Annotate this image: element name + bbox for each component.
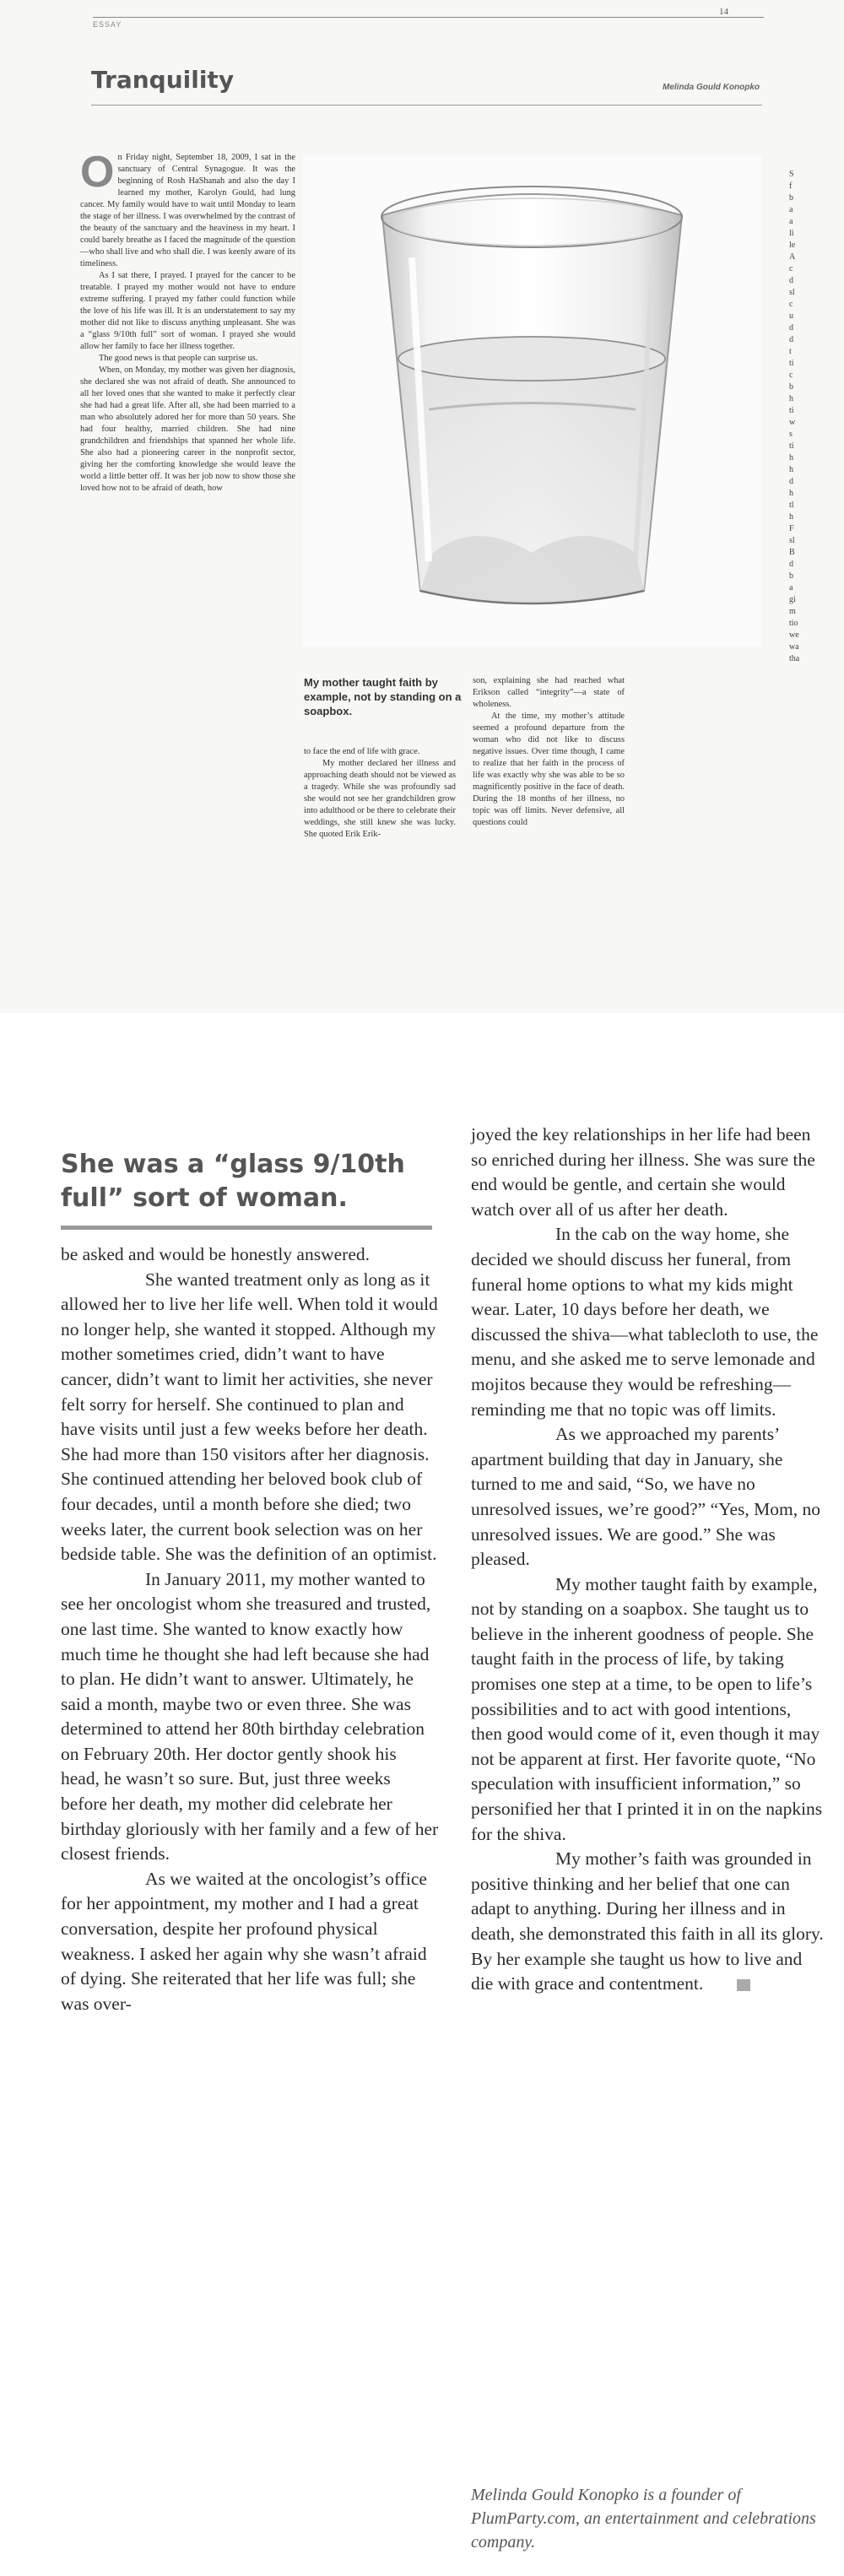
paragraph: n Friday night, September 18, 2009, I sat in the sanctuary of Central Synagogue. It was the beginning of Rosh HaShanah and also the day I learned my mother, Karolyn Gould, had lung cancer. My family would have to wait until Monday to learn the stage of her illness. I was overwhelmed by the contrast of the beauty of the sanctuary and the heaviness in my heart. I could barely breathe as I faced the magnitude of the question—who shall live and who shall die. I was keenly aware of its timeliness. [80, 153, 295, 268]
article-column-left [61, 1242, 439, 2016]
paragraph: In January 2011, my mother wanted to see her oncologist whom she treasured and trusted, one last time. She wanted to know exactly how much time he thought she had left because she had to plan. He didn’t want to answer. Ultimately, he said a month, maybe two or even three. She was determined to attend her 80th birthday celebration on February 20th. Her doctor gently shook his head, he wasn’t so sure. But, just three weeks before her death, my mother did celebrate her birthday gloriously with her family and a few of her closest friends. [61, 1568, 439, 1864]
article-title: Tranquility [91, 66, 235, 94]
paragraph: She wanted treatment only as long as it allowed her to live her life well. When told it would no longer help, she wanted it stopped. Although my mother sometimes cried, didn’t want to have cancer, didn’t want to limit her activities, she never felt sorry for herself. She continued to plan and have visits until just a few weeks before her death. She had more than 150 visitors after her diagnosis. She continued attending her beloved book club of four decades, until a month before she died; two weeks later, the current book selection was on her bedside table. She was the definition of an optimist. [61, 1269, 438, 1565]
adjacent-page-edge: S f b a a li le A c d sl c u d d t ti c b h ti w s ti h h d h tl h F sl B d b a gi m tio we wa tha [789, 170, 800, 663]
paragraph: to face the end of life with grace. [304, 747, 420, 756]
paragraph: son, explaining she had reached what Erikson called “integrity”—a state of wholeness. [473, 676, 625, 709]
end-mark-icon [737, 1979, 750, 1991]
article-column-2 [304, 746, 456, 841]
paragraph: joyed the key relationships in her life had been so enriched during her illness. She was sure the end would be gentle, and certain she would watch over all of us after her death. [471, 1124, 815, 1220]
author-bio: Melinda Gould Konopko is a founder of PlumParty.com, an entertainment and celebrations company. [471, 2486, 816, 2552]
paragraph: At the time, my mother’s attitude seemed a profound departure from the woman who did not like to discuss negative issues. Over time though, I came to realize that her faith in the process of life was exactly why she was able to be so magnificently positive in the face of death. During the 18 months of her illness, no topic was off limits. Never defensive, all questions could [473, 712, 625, 827]
water-glass-photo [302, 156, 762, 646]
paragraph: The good news is that people can surprise us. [99, 354, 258, 363]
pull-quote-rule [61, 1226, 432, 1230]
paragraph: As we approached my parents’ apartment building that day in January, she turned to me and said, “So, we have no unresolved issues, we’re good?” “Yes, Mom, no unresolved issues. We are good.” She was pleased. [471, 1424, 821, 1570]
magazine-page-continued [0, 1063, 844, 2576]
glass-illustration [302, 156, 762, 646]
article-column-3 [473, 675, 625, 829]
paragraph: As I sat there, I prayed. I prayed for the cancer to be treatable. I prayed my mother would not have to endure extreme suffering. I prayed my father could function while the love of his life was ill. It is an understatement to say my mother did not like to discuss anything unpleasant. She was a “glass 9/10th full” sort of woman. I prayed she would allow her family to face her illness together. [80, 271, 295, 351]
paragraph-text: My mother’s faith was grounded in positive thinking and her belief that one can adapt to anything. During her illness and in death, she demonstrated this faith in all its glory. By her example she taught us how to live and die with grace and contentment. [471, 1848, 824, 1994]
pull-quote-large: She was a “glass 9/10th full” sort of woman. [61, 1150, 405, 1213]
section-label: ESSAY [93, 20, 122, 29]
title-rule [91, 105, 762, 106]
byline: Melinda Gould Konopko [663, 83, 760, 92]
paragraph-final [471, 1847, 825, 1997]
drop-cap: O [80, 148, 115, 197]
magazine-page-top [0, 0, 844, 1013]
paragraph: When, on Monday, my mother was given her diagnosis, she declared she was not afraid of death. She announced to all her loved ones that she wanted to make it perfectly clear she had had a great life. After all, she had been married to a man who absolutely adored her for more than 50 years. She had four healthy, married children. She had nine grandchildren and friendships that spanned her whole life. She also had a pioneering career in the nonprofit sector, giving her the comforting knowledge she would leave the world a little better off. It was her job now to show those she loved how not to be afraid of death, how [80, 365, 295, 493]
article-column-right [471, 1123, 825, 1997]
paragraph: As we waited at the oncologist’s office for her appointment, my mother and I had a great conversation, despite her profound physical weakness. I asked her again why she wasn’t afraid of dying. She reiterated that her life was full; she was over- [61, 1868, 427, 2014]
paragraph: be asked and would be honestly answered. [61, 1244, 370, 1264]
paragraph: My mother declared her illness and approaching death should not be viewed as a tragedy. While she was profoundly sad she would not see her grandchildren grow into adulthood or be there to celebrate their weddings, she still knew she was lucky. She quoted Erik Erik- [304, 759, 456, 839]
pull-quote: My mother taught faith by example, not by standing on a soapbox. [304, 676, 462, 717]
paragraph: My mother taught faith by example, not by standing on a soapbox. She taught us to believe in the inherent goodness of people. She taught faith in the process of life, by taking promises one step at a time, to be open to life’s possibilities and to act with good intentions, then good would come of it, even though it may not be apparent at first. Her favorite quote, “No speculation with insufficient information,” so personified her that I printed it in on the napkins for the shiva. [471, 1573, 823, 1844]
page-number: 14 [719, 7, 728, 17]
article-column-1 [80, 148, 295, 495]
paragraph: In the cab on the way home, she decided we should discuss her funeral, from funeral home options to what my kids might wear. Later, 10 days before her death, we discussed the shiva—what tablecloth to use, the menu, and she asked me to serve lemonade and mojitos because they would be refreshing—reminding me that no topic was off limits. [471, 1224, 819, 1420]
top-rule [93, 17, 764, 18]
